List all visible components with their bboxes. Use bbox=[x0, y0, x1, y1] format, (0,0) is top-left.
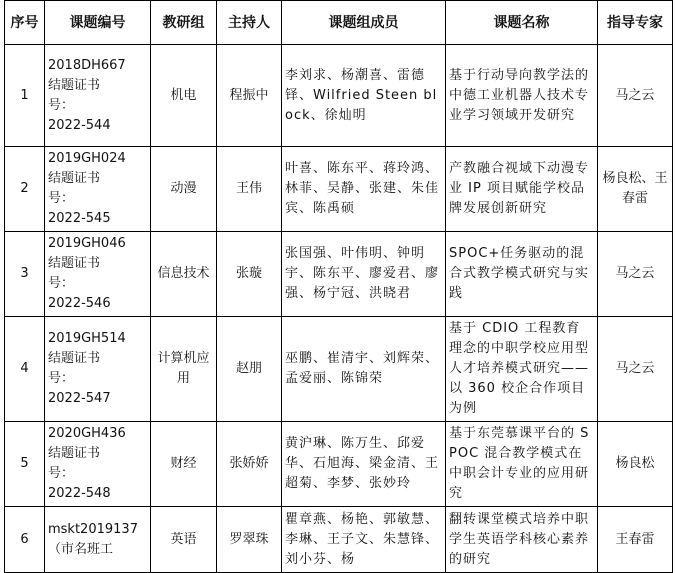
code-line: 号： bbox=[48, 466, 75, 481]
table-row bbox=[5, 45, 673, 147]
header-title: 课题名称 bbox=[446, 1, 598, 45]
header-code: 课题编号 bbox=[45, 1, 151, 45]
cell-host: 张璇 bbox=[217, 232, 282, 317]
header-group: 教研组 bbox=[151, 1, 217, 45]
code-line: 2019GH514 bbox=[48, 331, 126, 346]
code-line: 2022-547 bbox=[48, 391, 111, 406]
code-line: 结题证书 bbox=[48, 446, 101, 461]
cell-group: 动漫 bbox=[151, 147, 217, 232]
cell-code bbox=[45, 232, 151, 317]
cell-expert: 杨良松、王春雷 bbox=[598, 147, 673, 232]
cell-no: 1 bbox=[5, 45, 45, 147]
table-row bbox=[5, 232, 673, 317]
cell-code bbox=[45, 317, 151, 422]
cell-title: SPOC+任务驱动的混合式教学模式研究与实践 bbox=[446, 232, 598, 317]
code-line: 2022-544 bbox=[48, 117, 111, 133]
cell-group: 英语 bbox=[151, 507, 217, 573]
cell-no: 3 bbox=[5, 232, 45, 317]
code-line: 2020GH436 bbox=[48, 426, 126, 441]
code-line: 号： bbox=[48, 276, 75, 291]
table-row bbox=[5, 317, 673, 422]
cell-members: 巫鹏、崔清宇、刘辉荣、孟爱丽、陈锦荣 bbox=[282, 317, 446, 422]
cell-expert: 马之云 bbox=[598, 232, 673, 317]
code-line: 号： bbox=[48, 97, 75, 113]
code-line: 2018DH667 bbox=[48, 57, 126, 73]
cell-host: 罗翠珠 bbox=[217, 507, 282, 573]
cell-group: 财经 bbox=[151, 422, 217, 507]
cell-expert: 王春雷 bbox=[598, 507, 673, 573]
code-line: 结题证书 bbox=[48, 351, 101, 366]
cell-expert: 马之云 bbox=[598, 317, 673, 422]
cell-group: 计算机应用 bbox=[151, 317, 217, 422]
cell-code bbox=[45, 45, 151, 147]
cell-members: 瞿章燕、杨艳、郭敏慧、李琳、王子文、朱慧锋、刘小芬、杨 bbox=[282, 507, 446, 573]
cell-no: 5 bbox=[5, 422, 45, 507]
code-line: 2022-545 bbox=[48, 211, 111, 226]
table-row bbox=[5, 422, 673, 507]
header-members: 课题组成员 bbox=[282, 1, 446, 45]
header-no: 序号 bbox=[5, 1, 45, 45]
table-row bbox=[5, 147, 673, 232]
code-line: mskt2019137 bbox=[48, 521, 138, 537]
header-row bbox=[5, 1, 673, 45]
code-line: （市名班工 bbox=[48, 541, 114, 557]
cell-group: 机电 bbox=[151, 45, 217, 147]
cell-no: 6 bbox=[5, 507, 45, 573]
cell-host: 张娇娇 bbox=[217, 422, 282, 507]
cell-members: 叶喜、陈东平、蒋玲鸿、林菲、吴静、张建、朱佳宾、陈禹硕 bbox=[282, 147, 446, 232]
cell-host: 王伟 bbox=[217, 147, 282, 232]
code-line: 结题证书 bbox=[48, 171, 101, 186]
cell-members: 黄沪琳、陈万生、邱爱华、石旭海、梁金清、王超菊、李梦、张妙玲 bbox=[282, 422, 446, 507]
cell-title: 基于 CDIO 工程教育理念的中职学校应用型人才培养模式研究——以 360 校企合作项目为例 bbox=[446, 317, 598, 422]
table-row bbox=[5, 507, 673, 573]
cell-members: 张国强、叶伟明、钟明宇、陈东平、廖爱君、廖强、杨宁冠、洪晓君 bbox=[282, 232, 446, 317]
code-line: 结题证书 bbox=[48, 77, 101, 93]
code-line: 号： bbox=[48, 191, 75, 206]
cell-expert: 马之云 bbox=[598, 45, 673, 147]
code-line: 2022-546 bbox=[48, 296, 111, 311]
cell-no: 4 bbox=[5, 317, 45, 422]
cell-host: 程振中 bbox=[217, 45, 282, 147]
header-host: 主持人 bbox=[217, 1, 282, 45]
cell-no: 2 bbox=[5, 147, 45, 232]
code-line: 2022-548 bbox=[48, 486, 111, 501]
code-line: 2019GH046 bbox=[48, 236, 126, 251]
cell-title: 基于行动导向教学法的中德工业机器人技术专业学习领域开发研究 bbox=[446, 45, 598, 147]
cell-title: 翻转课堂模式培养中职学生英语学科核心素养的研究 bbox=[446, 507, 598, 573]
cell-group: 信息技术 bbox=[151, 232, 217, 317]
cell-host: 赵朋 bbox=[217, 317, 282, 422]
code-line: 2019GH024 bbox=[48, 151, 126, 166]
cell-code bbox=[45, 422, 151, 507]
cell-code bbox=[45, 507, 151, 573]
cell-members: 李刘求、杨潮喜、雷德铎、Wilfried Steen block、徐灿明 bbox=[282, 45, 446, 147]
code-line: 结题证书 bbox=[48, 256, 101, 271]
project-table bbox=[4, 0, 673, 573]
header-expert: 指导专家 bbox=[598, 1, 673, 45]
cell-code bbox=[45, 147, 151, 232]
cell-title: 基于东莞慕课平台的 SPOC 混合教学模式在中职会计专业的应用研究 bbox=[446, 422, 598, 507]
cell-expert: 杨良松 bbox=[598, 422, 673, 507]
code-line: 号： bbox=[48, 371, 75, 386]
cell-title: 产教融合视域下动漫专业 IP 项目赋能学校品牌发展创新研究 bbox=[446, 147, 598, 232]
